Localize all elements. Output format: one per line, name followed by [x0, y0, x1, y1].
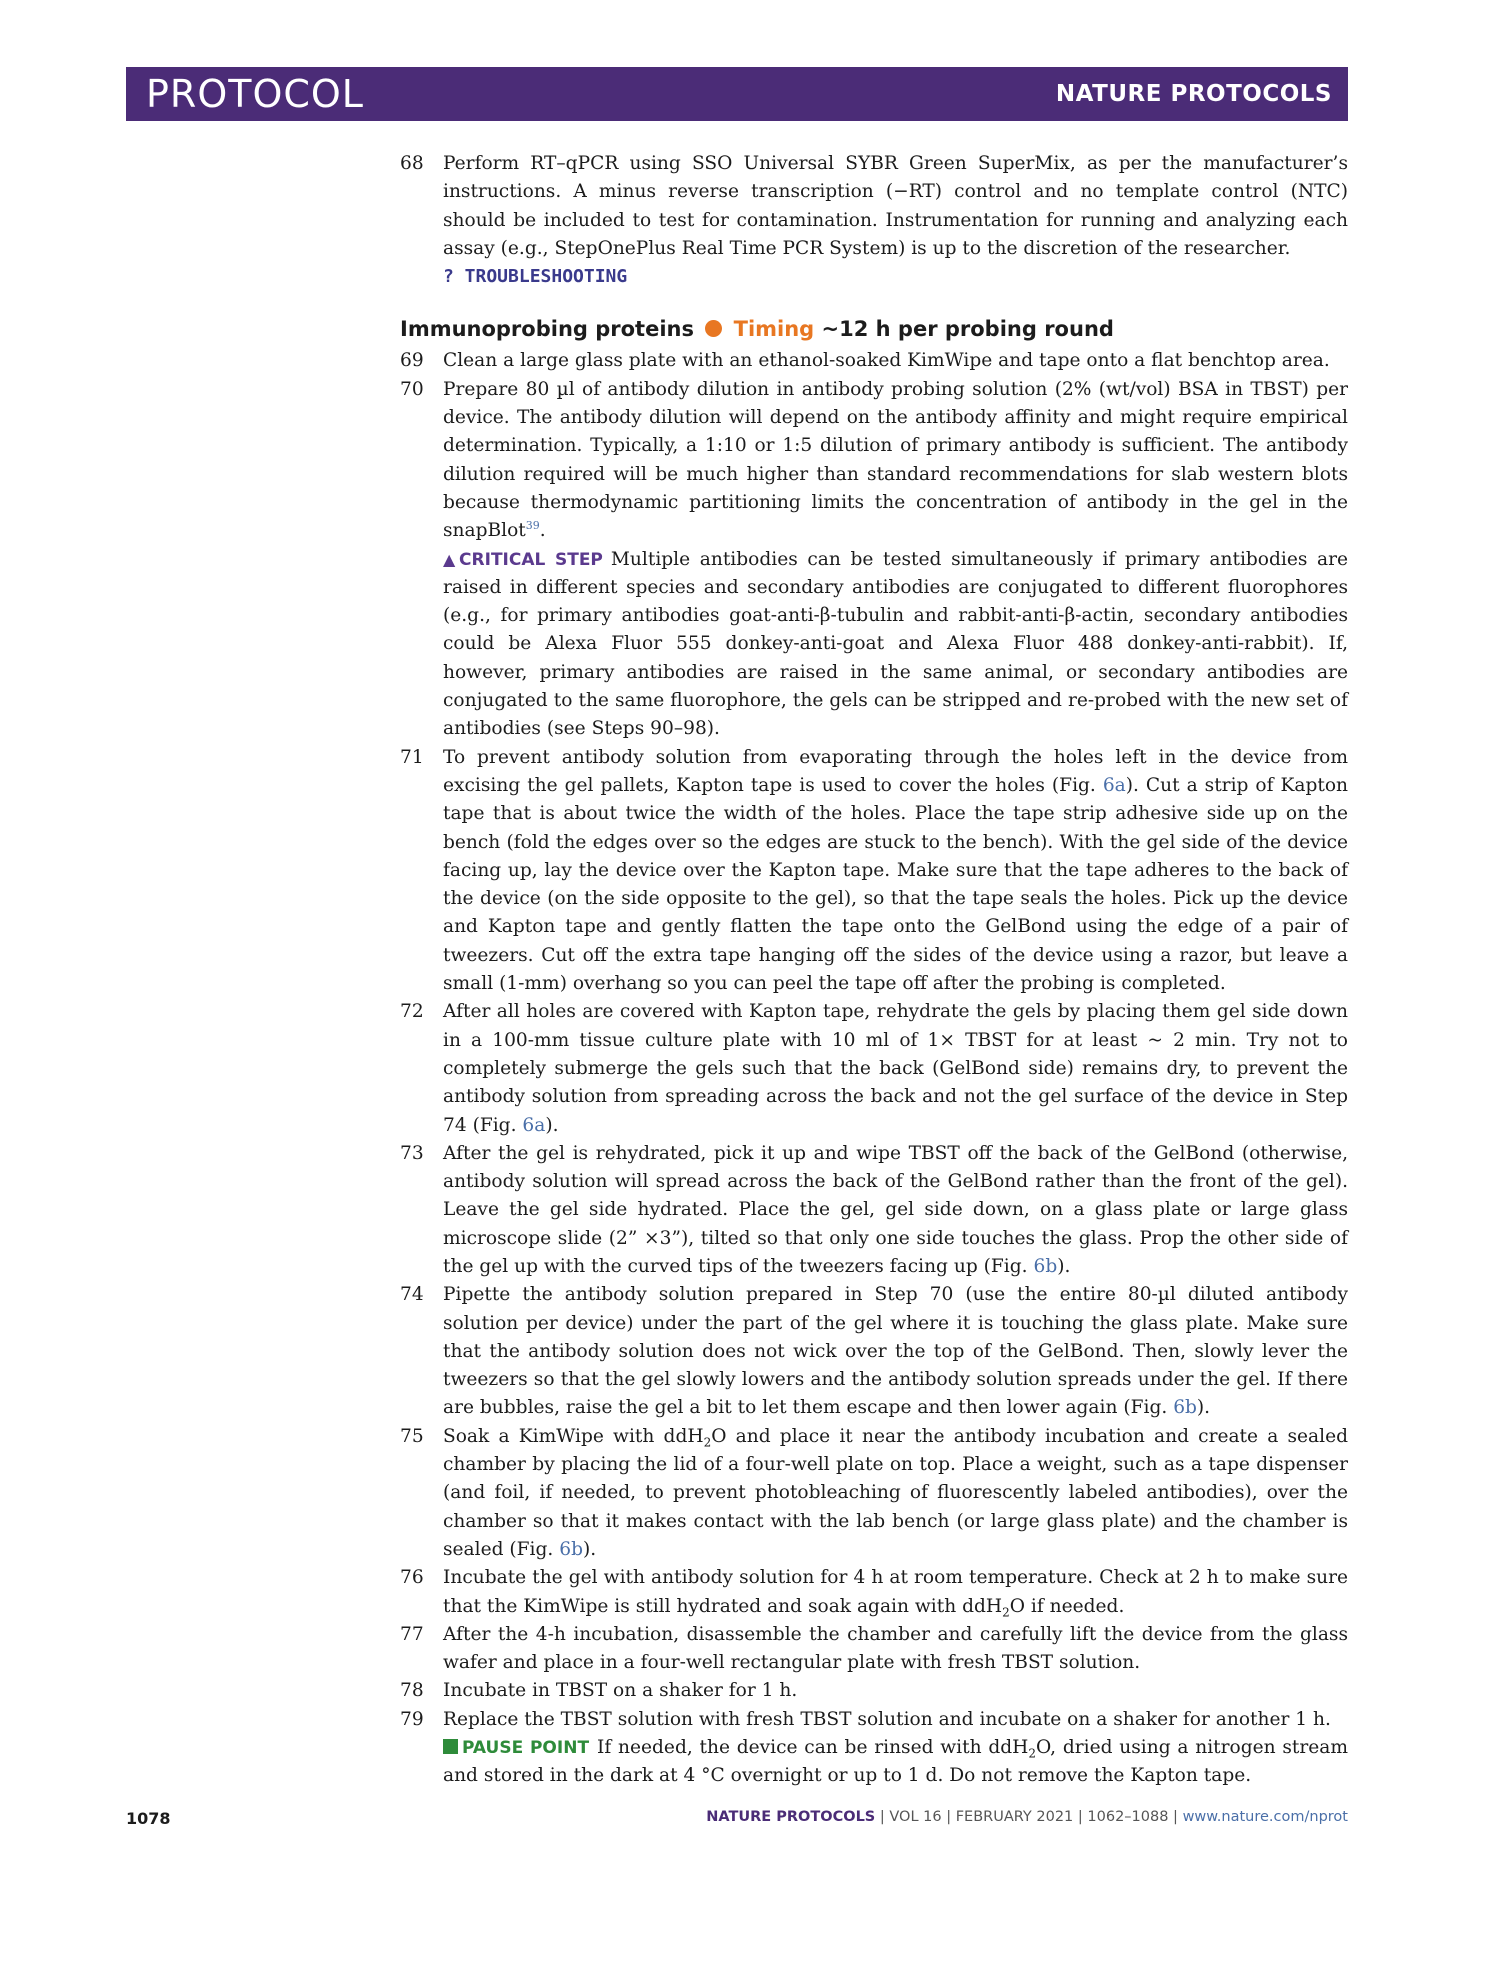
step-number: 68	[400, 153, 424, 174]
step-text: Incubate the gel with antibody solution for 4 h at room temperature. Check at 2 h to make sure that the KimWipe is still hydrated and soak again with ddH$_2$O if needed.	[443, 1567, 1348, 1620]
pause-square-icon	[443, 1739, 458, 1754]
step-70	[400, 376, 1348, 744]
step-number: 74	[400, 1284, 424, 1306]
step-74	[400, 1281, 1348, 1422]
figure-link[interactable]: 6b	[1033, 1255, 1058, 1277]
pause-point-label: PAUSE POINT	[462, 1738, 590, 1759]
timing-dot-icon	[705, 320, 722, 337]
section-title: Immunoprobing proteins	[400, 317, 694, 342]
step-text: Perform RT–qPCR using SSO Universal SYBR Green SuperMix, as per the manufacturer’s instructions. A minus reverse transcription (−RT) control and no template control (NTC) should be included to test for contamination. Instrumentation for running and analyzing each assay (e.g., StepOnePlus Real Time PCR System) is up to the discretion of the researcher.	[443, 153, 1348, 259]
critical-step-label: CRITICAL STEP	[459, 549, 603, 570]
step-68	[400, 150, 1348, 291]
step-69	[400, 347, 1348, 375]
timing-label: Timing	[733, 317, 815, 342]
step-77	[400, 1621, 1348, 1678]
main-content	[400, 150, 1348, 1791]
figure-link[interactable]: 6a	[522, 1114, 546, 1136]
footer-volume: VOL 16	[889, 1809, 942, 1825]
step-number: 78	[400, 1680, 424, 1702]
step-text: Pipette the antibody solution prepared in Step 70 (use the entire 80-µl diluted antibody solution per device) under the part of the gel where it is touching the glass plate. Make sure that the antibody solution does not wick over the top of the GelBond. Then, slowly lever the tweezers so that the gel slowly lowers and the antibody solution spreads under the gel. If there are bubbles, raise the gel a bit to let them escape and then lower again (Fig. 6b).	[443, 1284, 1348, 1419]
figure-link[interactable]: 6a	[1102, 774, 1126, 796]
step-text: Replace the TBST solution with fresh TBST solution and incubate on a shaker for another 1 h.	[443, 1708, 1331, 1730]
step-text: After all holes are covered with Kapton tape, rehydrate the gels by placing them gel side down in a 100-mm tissue culture plate with 10 ml of 1× TBST for at least ~ 2 min. Try not to completely submerge the gels such that the back (GelBond side) remains dry, to prevent the antibody solution from spreading across the back and not the gel surface of the device in Step 74 (Fig. 6a).	[443, 1001, 1348, 1136]
step-75	[400, 1423, 1348, 1564]
step-number: 75	[400, 1425, 424, 1447]
step-76	[400, 1564, 1348, 1621]
step-text: Soak a KimWipe with ddH$_2$O and place it near the antibody incubation and create a sealed chamber by placing the lid of a four-well plate on top. Place a weight, such as a tape dispenser (and foil, if needed, to prevent photobleaching of fluorescently labeled antibodies), over the chamber so that it makes contact with the lab bench (or large glass plate) and the chamber is sealed (Fig. 6b).	[443, 1425, 1348, 1560]
footer-pages: 1062–1088	[1087, 1809, 1169, 1825]
footer-date: FEBRUARY 2021	[955, 1809, 1074, 1825]
step-number: 73	[400, 1142, 424, 1164]
step-text: After the gel is rehydrated, pick it up and wipe TBST off the back of the GelBond (otherwise, antibody solution will spread across the back of the GelBond rather than the front of the gel). Leave the gel side hydrated. Place the gel, gel side down, on a glass plate or large glass microscope slide (2” ×3”), tilted so that only one side touches the glass. Prop the other side of the gel up with the curved tips of the tweezers facing up (Fig. 6b).	[443, 1142, 1348, 1277]
triangle-icon: ▲	[443, 549, 460, 569]
step-number: 69	[400, 350, 424, 372]
step-text: Clean a large glass plate with an ethanol-soaked KimWipe and tape onto a flat benchtop area.	[443, 350, 1330, 372]
step-72	[400, 998, 1348, 1139]
step-text: To prevent antibody solution from evaporating through the holes left in the device from excising the gel pallets, Kapton tape is used to cover the holes (Fig. 6a). Cut a strip of Kapton tape that is about twice the width of the holes. Place the tape strip adhesive side up on the bench (fold the edges over so the edges are stuck to the bench). With the gel side of the device facing up, lay the device over the Kapton tape. Make sure that the tape adheres to the back of the device (on the side opposite to the gel), so that the tape seals the holes. Pick up the device and Kapton tape and gently flatten the tape onto the GelBond using the edge of a pair of tweezers. Cut off the extra tape hanging off the sides of the device using a razor, but leave a small (1-mm) overhang so you can peel the tape off after the probing is completed.	[443, 746, 1349, 995]
step-text: Prepare 80 µl of antibody dilution in antibody probing solution (2% (wt/vol) BSA in TBST) per device. The antibody dilution will depend on the antibody affinity and might require empirical determination. Typically, a 1:10 or 1:5 dilution of primary antibody is sufficient. The antibody dilution required will be much higher than standard recommendations for slab western blots because thermodynamic partitioning limits the concentration of antibody in the gel in the snapBlot$^{39}$.	[443, 378, 1348, 542]
step-number: 77	[400, 1623, 424, 1645]
step-number: 72	[400, 1001, 424, 1023]
pause-point-note: PAUSE POINT If needed, the device can be rinsed with ddH$_2$O, dried using a nitrogen stream and stored in the dark at 4 °C overnight or up to 1 d. Do not remove the Kapton tape.	[443, 1737, 1349, 1787]
page-header	[126, 67, 1348, 121]
step-71	[400, 744, 1348, 999]
step-text: Incubate in TBST on a shaker for 1 h.	[443, 1680, 798, 1702]
troubleshooting-link[interactable]: ? TROUBLESHOOTING	[443, 266, 628, 288]
step-number: 70	[400, 378, 424, 400]
page-number: 1078	[126, 1809, 171, 1828]
step-number: 71	[400, 746, 424, 768]
figure-link[interactable]: 6b	[559, 1538, 583, 1560]
header-section-label: PROTOCOL	[146, 72, 364, 116]
section-heading	[400, 315, 1348, 343]
step-number: 79	[400, 1708, 424, 1730]
step-text: After the 4-h incubation, disassemble the chamber and carefully lift the device from the glass wafer and place in a four-well rectangular plate with fresh TBST solution.	[443, 1623, 1348, 1674]
header-journal-name: NATURE PROTOCOLS	[1055, 81, 1332, 107]
reference-link[interactable]: 39	[525, 519, 540, 533]
step-79	[400, 1706, 1348, 1791]
footer-citation: NATURE PROTOCOLS | VOL 16 | FEBRUARY 2021 | 1062–1088 | www.nature.com/nprot	[706, 1809, 1348, 1825]
critical-step-note: ▲CRITICAL STEP Multiple antibodies can be tested simultaneously if primary antibodies are raised in different species and secondary antibodies are conjugated to different fluorophores (e.g., for primary antibodies goat-anti-β-tubulin and rabbit-anti-β-actin, secondary antibodies could be Alexa Fluor 555 donkey-anti-goat and Alexa Fluor 488 donkey-anti-rabbit). If, however, primary antibodies are raised in the same animal, or secondary antibodies are conjugated to the same fluorophore, the gels can be stripped and re-probed with the new set of antibodies (see Steps 90–98).	[443, 548, 1349, 740]
timing-value: ~12 h per probing round	[821, 317, 1114, 342]
footer-url-link[interactable]: www.nature.com/nprot	[1182, 1809, 1348, 1825]
footer-journal: NATURE PROTOCOLS	[706, 1809, 876, 1825]
step-73	[400, 1140, 1348, 1281]
figure-link[interactable]: 6b	[1173, 1397, 1197, 1419]
step-78	[400, 1677, 1348, 1705]
step-number: 76	[400, 1567, 424, 1589]
